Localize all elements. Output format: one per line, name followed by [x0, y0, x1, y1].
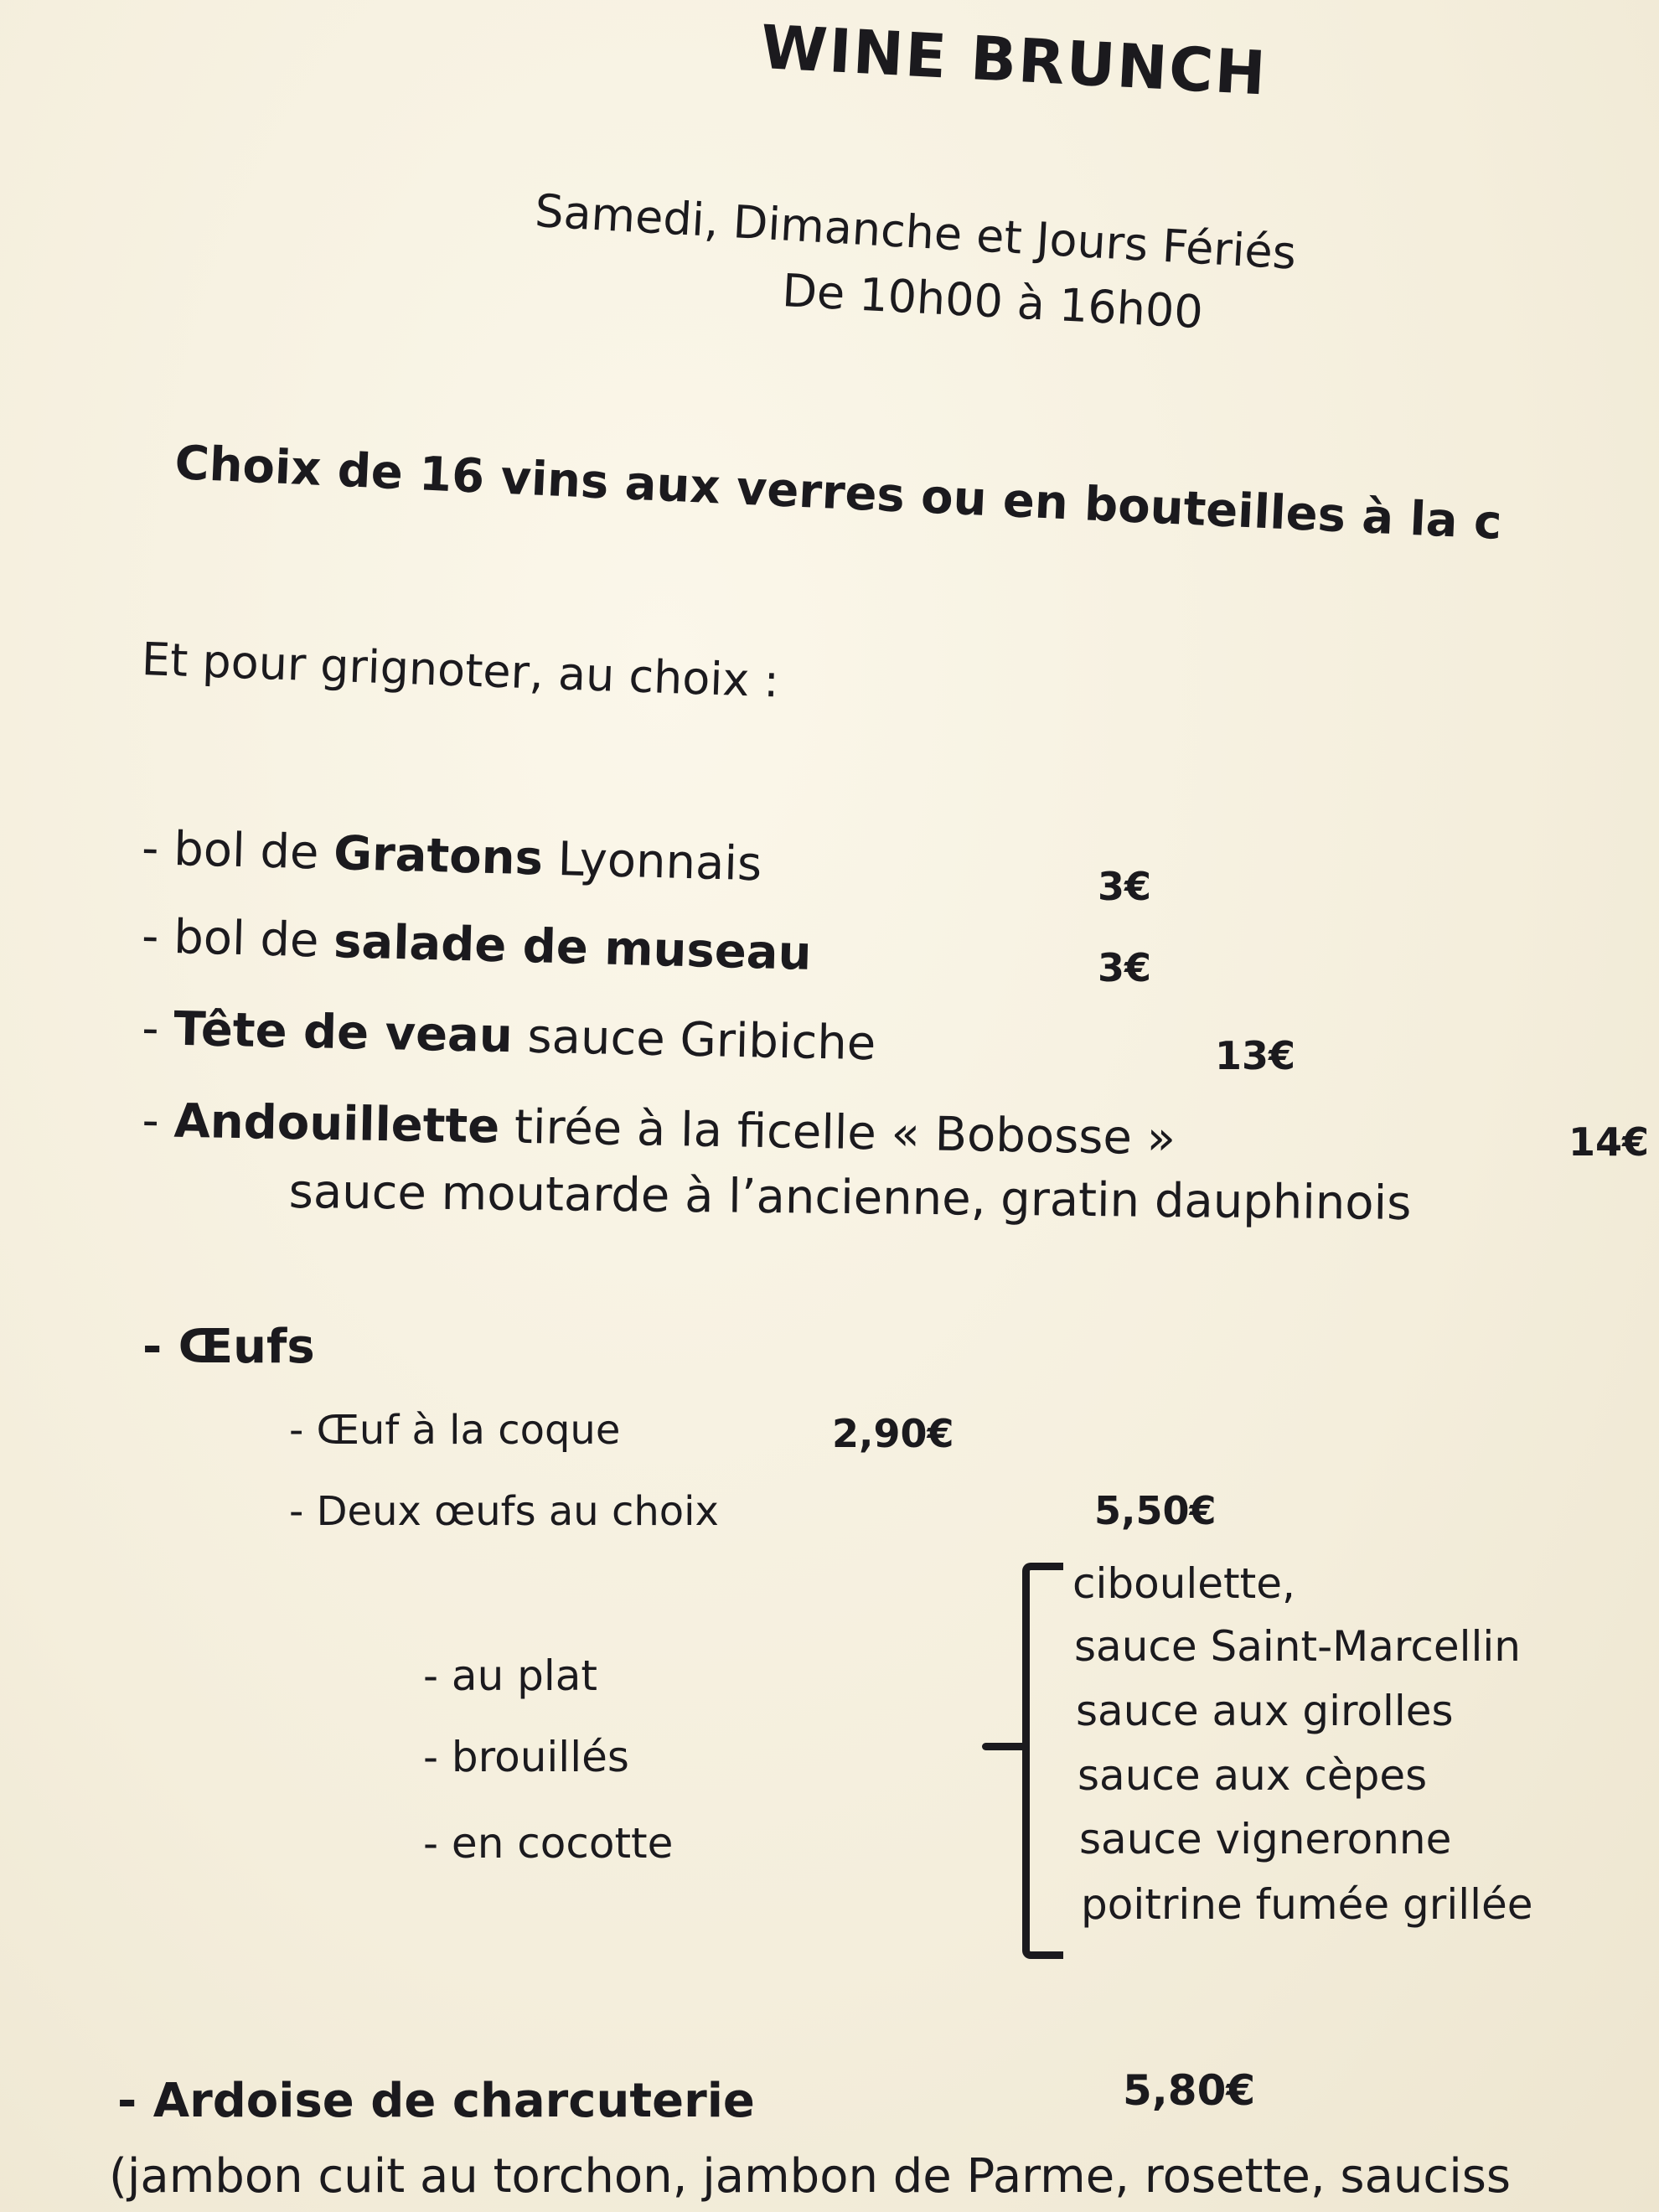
menu-item-museau: - bol de salade de museau — [141, 909, 813, 981]
garnish-item: sauce aux girolles — [1076, 1687, 1454, 1735]
schedule-hours: De 10h00 à 16h00 — [780, 264, 1205, 339]
garnish-item: poitrine fumée grillée — [1081, 1880, 1533, 1929]
snack-heading: Et pour grignoter, au choix : — [140, 633, 780, 708]
garnish-item: ciboulette, — [1072, 1559, 1295, 1608]
garnish-item: sauce aux cèpes — [1078, 1751, 1428, 1800]
charcuterie-item: - Ardoise de charcuterie — [117, 2074, 755, 2128]
price-oeuf-coque: 2,90€ — [832, 1411, 954, 1456]
price-andouillette: 14€ — [1569, 1119, 1650, 1165]
deux-oeufs: - Deux œufs au choix — [289, 1488, 719, 1535]
garnish-bracket-tip — [982, 1743, 1028, 1750]
menu-item-tete-de-veau: - Tête de veau sauce Gribiche — [141, 1001, 876, 1072]
wine-intro: Choix de 16 vins aux verres ou en bouteilles à la c — [173, 436, 1503, 550]
garnish-item: sauce Saint-Marcellin — [1074, 1622, 1521, 1671]
andouillette-detail: sauce moutarde à l’ancienne, gratin dauphinois — [288, 1165, 1412, 1232]
garnish-item: sauce vigneronne — [1079, 1815, 1452, 1863]
egg-style-au-plat: - au plat — [423, 1651, 598, 1700]
egg-style-brouilles: - brouillés — [423, 1733, 629, 1781]
garnish-bracket — [1022, 1563, 1063, 1959]
price-museau: 3€ — [1098, 945, 1152, 990]
price-gratons: 3€ — [1098, 864, 1152, 909]
price-tete-de-veau: 13€ — [1215, 1033, 1296, 1078]
egg-style-en-cocotte: - en cocotte — [423, 1819, 674, 1868]
menu-title: WINE BRUNCH — [758, 12, 1269, 109]
price-charcuterie: 5,80€ — [1123, 2066, 1256, 2115]
menu-item-gratons: - bol de Gratons Lyonnais — [141, 821, 762, 892]
schedule-days: Samedi, Dimanche et Jours Fériés — [533, 184, 1298, 280]
charcuterie-detail: (jambon cuit au torchon, jambon de Parme, rosette, sauciss — [109, 2149, 1512, 2204]
price-deux-oeufs: 5,50€ — [1094, 1488, 1217, 1533]
oeuf-coque: - Œuf à la coque — [289, 1407, 621, 1454]
menu-item-andouillette: - Andouillette tirée à la ficelle « Bobosse » — [141, 1093, 1176, 1166]
oeufs-heading: - Œufs — [142, 1320, 315, 1374]
